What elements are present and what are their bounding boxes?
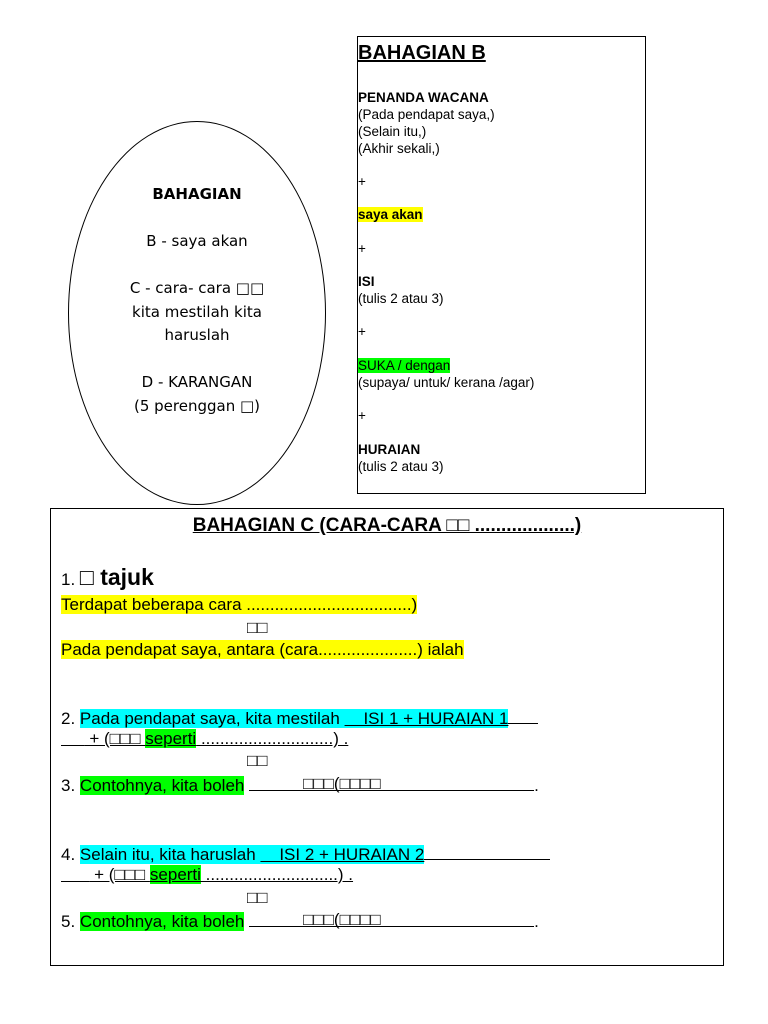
item-5-text: Contohnya, kita boleh (79, 912, 245, 931)
bahagian-b-box (357, 36, 646, 494)
item-2-sub-prefix: + (□□□ (84, 729, 146, 748)
huraian-note: (tulis 2 atau 3) (358, 459, 444, 474)
plus-sign: + (358, 408, 366, 423)
oval-line-c1: C - cara- cara □□ (129, 279, 265, 297)
bahagian-c-title: BAHAGIAN C (CARA-CARA □□ ...................) (192, 515, 582, 536)
bahagian-c-box (50, 508, 724, 966)
item-2-subline (61, 728, 348, 749)
arrow-glyph: □□ (247, 751, 268, 770)
plus-sign: + (358, 174, 366, 189)
seperti-label: seperti (145, 729, 197, 748)
plus-sign: + (358, 241, 366, 256)
item-3-number: 3. (61, 776, 76, 795)
item-2-line (61, 706, 538, 729)
suka-label: SUKA / dengan (358, 358, 451, 373)
item-4-text: Selain itu, kita haruslah (79, 845, 261, 864)
item-4-line (61, 842, 550, 865)
item-4-number: 4. (61, 845, 76, 864)
oval-content (92, 183, 302, 418)
arrow-glyph: □□ (247, 618, 268, 637)
item-3-line (61, 773, 539, 796)
penanda-wacana-heading: PENANDA WACANA (358, 90, 489, 105)
item-1-heading (61, 564, 154, 590)
item-3-text: Contohnya, kita boleh (79, 776, 245, 795)
bahagian-b-title: BAHAGIAN B (358, 42, 486, 64)
plus-sign: + (358, 324, 366, 339)
huraian-heading: HURAIAN (358, 442, 421, 457)
oval-line-b: B - saya akan (146, 232, 248, 250)
item-1-line-1: Terdapat beberapa cara ...................................) (61, 595, 418, 614)
item-5-line (61, 909, 539, 932)
item-3-fill: □□□(□□□□ (303, 774, 381, 793)
oval-line-c2: kita mestilah kita (132, 302, 262, 321)
period: . (534, 776, 539, 795)
isi-note: (tulis 2 atau 3) (358, 291, 444, 306)
item-2-sub-suffix: ............................) . (196, 729, 349, 748)
item-4-sub-prefix: + (□□□ (89, 865, 150, 884)
saya-akan-label: saya akan (358, 207, 423, 222)
oval-line-c3: haruslah (164, 326, 230, 344)
item-1-label: □ tajuk (79, 564, 154, 590)
item-5-fill: □□□(□□□□ (303, 910, 381, 929)
item-4-sub-suffix: ............................) . (200, 865, 354, 884)
item-4-subline (61, 864, 353, 885)
item-2-text: Pada pendapat saya, kita mestilah (79, 709, 345, 728)
arrow-glyph: □□ (247, 888, 268, 907)
penanda-example-1: (Pada pendapat saya,) (358, 107, 495, 122)
item-2-number: 2. (61, 709, 76, 728)
item-4-isi: ISI 2 + HURAIAN 2 (260, 845, 425, 864)
item-1-line-2: Pada pendapat saya, antara (cara.....................) ialah (61, 640, 464, 659)
oval-heading: BAHAGIAN (152, 185, 242, 203)
oval-line-d1: D - KARANGAN (141, 373, 253, 391)
penanda-example-2: (Selain itu,) (358, 124, 427, 139)
item-1-number: 1. (61, 570, 76, 589)
penanda-example-3: (Akhir sekali,) (358, 141, 440, 156)
period: . (534, 912, 539, 931)
suka-note: (supaya/ untuk/ kerana /agar) (358, 375, 535, 390)
oval-line-d2: (5 perenggan □) (133, 396, 261, 415)
item-5-number: 5. (61, 912, 76, 931)
seperti-label: seperti (149, 865, 201, 884)
item-2-isi: ISI 1 + HURAIAN 1 (344, 709, 509, 728)
isi-heading: ISI (358, 274, 375, 289)
